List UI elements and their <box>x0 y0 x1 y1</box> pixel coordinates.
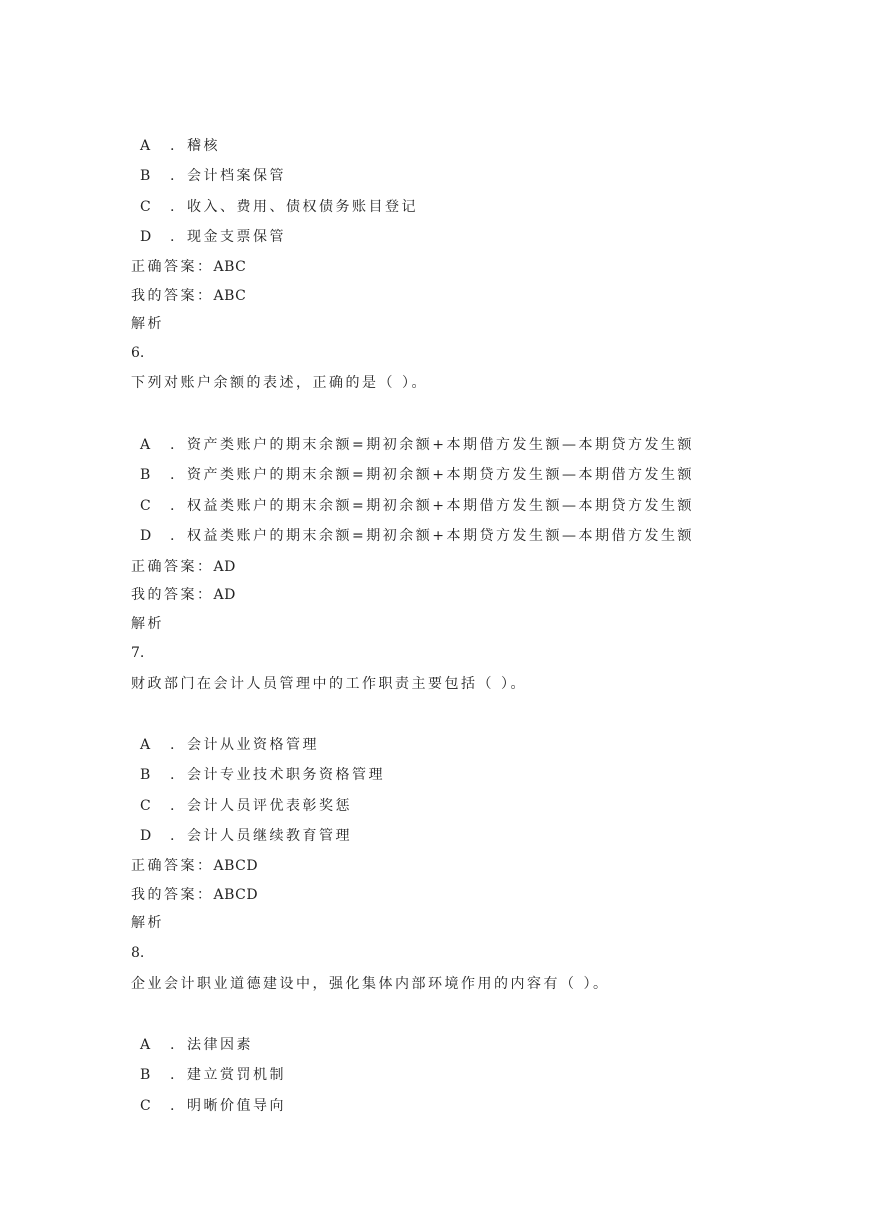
option-text: 权益类账户的期末余额=期初余额+本期贷方发生额—本期借方发生额 <box>187 528 694 544</box>
q7-my-answer <box>131 884 258 906</box>
q6-analysis: 解析 <box>131 616 164 632</box>
q7-option-a <box>140 734 319 756</box>
option-letter: A <box>140 138 151 154</box>
q5-analysis: 解析 <box>131 316 164 332</box>
option-text: 稽核 <box>187 138 220 154</box>
option-text: 法律因素 <box>187 1037 253 1053</box>
q7-option-b <box>140 764 385 786</box>
q5-correct-answer <box>131 256 246 278</box>
q6-number: 6. <box>131 345 145 361</box>
my-answer-label: 我的答案： <box>131 587 214 603</box>
option-letter: A <box>140 1037 151 1053</box>
option-letter: D <box>140 828 152 844</box>
q8-option-b <box>140 1064 286 1086</box>
option-letter: C <box>140 199 151 215</box>
option-letter: B <box>140 767 151 783</box>
option-letter: B <box>140 1067 151 1083</box>
q7-question: 财政部门在会计人员管理中的工作职责主要包括（ ）。 <box>131 676 527 692</box>
option-letter: B <box>140 467 151 483</box>
q5-option-d <box>140 226 286 248</box>
my-answer-label: 我的答案： <box>131 887 214 903</box>
option-text: 权益类账户的期末余额=期初余额+本期借方发生额—本期贷方发生额 <box>187 498 694 514</box>
correct-answer-label: 正确答案： <box>131 559 214 575</box>
option-letter: C <box>140 1098 151 1114</box>
option-dot: . <box>170 168 175 184</box>
option-dot: . <box>170 1098 175 1114</box>
q6-option-c <box>140 495 694 517</box>
option-text: 会计从业资格管理 <box>187 737 319 753</box>
option-text: 建立赏罚机制 <box>187 1067 286 1083</box>
option-letter: A <box>140 737 151 753</box>
q8-option-a <box>140 1034 253 1056</box>
q5-option-c <box>140 196 418 218</box>
option-dot: . <box>170 498 175 514</box>
q5-my-answer <box>131 285 246 307</box>
option-dot: . <box>170 528 175 544</box>
option-letter: D <box>140 229 152 245</box>
option-dot: . <box>170 467 175 483</box>
q5-option-a <box>140 135 220 157</box>
option-letter: D <box>140 528 152 544</box>
correct-answer-label: 正确答案： <box>131 259 214 275</box>
option-text: 收入、费用、债权债务账目登记 <box>187 199 418 215</box>
q6-option-d <box>140 525 694 547</box>
q6-correct-answer <box>131 556 236 578</box>
option-letter: A <box>140 437 151 453</box>
option-text: 明晰价值导向 <box>187 1098 286 1114</box>
q8-option-c <box>140 1095 286 1117</box>
option-text: 会计人员评优表彰奖惩 <box>187 798 352 814</box>
q7-option-c <box>140 795 352 817</box>
option-text: 资产类账户的期末余额=期初余额+本期贷方发生额—本期借方发生额 <box>187 467 694 483</box>
option-letter: B <box>140 168 151 184</box>
correct-answer-value: ABC <box>213 259 247 275</box>
option-dot: . <box>170 737 175 753</box>
my-answer-value: ABC <box>213 288 247 304</box>
option-text: 会计档案保管 <box>187 168 286 184</box>
q7-analysis: 解析 <box>131 915 164 931</box>
q6-option-b <box>140 464 694 486</box>
option-dot: . <box>170 437 175 453</box>
correct-answer-label: 正确答案： <box>131 858 214 874</box>
q6-question: 下列对账户余额的表述，正确的是（ ）。 <box>131 375 428 391</box>
option-dot: . <box>170 767 175 783</box>
q8-number: 8. <box>131 945 145 961</box>
q5-option-b <box>140 165 286 187</box>
q8-question: 企业会计职业道德建设中，强化集体内部环境作用的内容有（ ）。 <box>131 976 610 992</box>
option-text: 现金支票保管 <box>187 229 286 245</box>
q7-number: 7. <box>131 645 145 661</box>
option-text: 会计专业技术职务资格管理 <box>187 767 385 783</box>
q6-my-answer <box>131 584 236 606</box>
my-answer-value: ABCD <box>213 887 259 903</box>
option-dot: . <box>170 229 175 245</box>
q6-option-a <box>140 434 694 456</box>
q7-option-d <box>140 825 352 847</box>
option-dot: . <box>170 1067 175 1083</box>
option-dot: . <box>170 138 175 154</box>
my-answer-label: 我的答案： <box>131 288 214 304</box>
option-letter: C <box>140 498 151 514</box>
my-answer-value: AD <box>213 587 236 603</box>
option-letter: C <box>140 798 151 814</box>
option-dot: . <box>170 828 175 844</box>
option-dot: . <box>170 798 175 814</box>
option-text: 资产类账户的期末余额=期初余额+本期借方发生额—本期贷方发生额 <box>187 437 694 453</box>
q7-correct-answer <box>131 855 258 877</box>
option-dot: . <box>170 199 175 215</box>
option-dot: . <box>170 1037 175 1053</box>
correct-answer-value: ABCD <box>213 858 259 874</box>
option-text: 会计人员继续教育管理 <box>187 828 352 844</box>
correct-answer-value: AD <box>213 559 236 575</box>
